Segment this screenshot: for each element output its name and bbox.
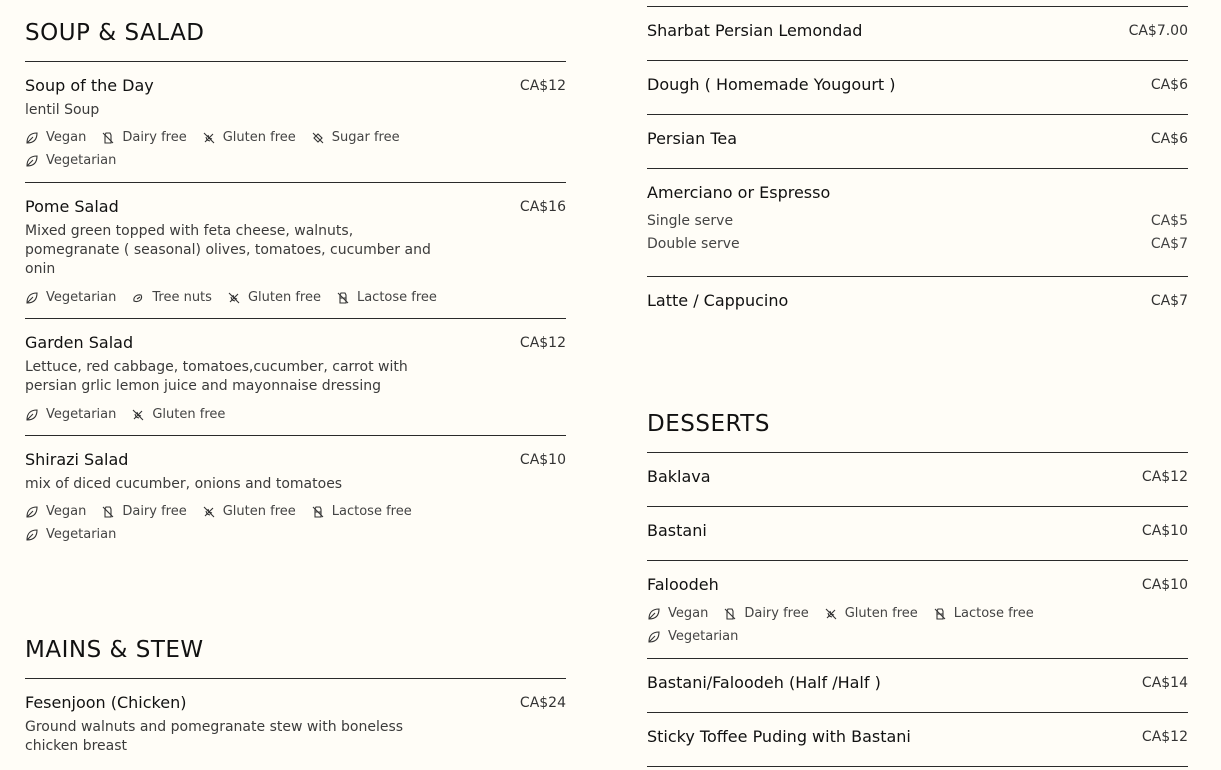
section-title-soup-salad: SOUP & SALAD xyxy=(25,20,205,46)
dairy-free-icon xyxy=(101,131,115,145)
vegan-icon xyxy=(647,607,661,621)
menu-item-baklava[interactable] xyxy=(647,453,1188,507)
tag-gluten-free: Gluten free xyxy=(202,502,296,521)
vegetarian-icon xyxy=(25,528,39,542)
tag-vegetarian: Vegetarian xyxy=(647,627,738,646)
item-name: Sticky Toffee Puding with Bastani xyxy=(647,727,911,746)
item-name: Persian Tea xyxy=(647,129,738,148)
item-name: Faloodeh xyxy=(647,575,719,594)
gluten-free-icon xyxy=(202,131,216,145)
section-title-desserts: DESSERTS xyxy=(647,411,770,437)
item-price: CA$16 xyxy=(519,199,566,215)
tag-vegetarian: Vegetarian xyxy=(25,405,116,424)
option-price: CA$5 xyxy=(1150,213,1188,229)
soup-salad-section xyxy=(25,19,566,62)
menu-item-sharbat[interactable] xyxy=(647,7,1188,61)
tag-dairy-free: Dairy free xyxy=(101,128,186,147)
mains-stew-section xyxy=(25,636,566,679)
serve-options xyxy=(647,210,1188,256)
menu-item-persian-tea[interactable] xyxy=(647,115,1188,169)
gluten-free-icon xyxy=(202,505,216,519)
vegetarian-icon xyxy=(25,408,39,422)
lactose-free-icon xyxy=(933,607,947,621)
item-description: Mixed green topped with feta cheese, walnuts, pomegranate ( seasonal) olives, tomatoes, cucumber and onin xyxy=(25,223,431,277)
item-price: CA$10 xyxy=(1141,577,1188,593)
dietary-tags xyxy=(25,128,445,170)
tag-vegan: Vegan xyxy=(25,502,86,521)
item-name: Bastani xyxy=(647,521,707,540)
tag-tree-nuts: Tree nuts xyxy=(131,288,212,307)
item-price: CA$14 xyxy=(1141,675,1188,691)
vegan-icon xyxy=(25,131,39,145)
item-name: Shirazi Salad xyxy=(25,450,129,469)
section-title-mains-stew: MAINS & STEW xyxy=(25,637,204,663)
item-name: Sharbat Persian Lemondad xyxy=(647,21,863,40)
item-name: Pome Salad xyxy=(25,197,119,216)
tag-lactose-free: Lactose free xyxy=(336,288,437,307)
item-name: Garden Salad xyxy=(25,333,134,352)
tag-vegan: Vegan xyxy=(25,128,86,147)
item-price: CA$6 xyxy=(1150,131,1188,147)
tag-lactose-free: Lactose free xyxy=(311,502,412,521)
option-double-serve[interactable] xyxy=(647,233,1188,256)
menu-item-garden-salad[interactable] xyxy=(25,319,566,436)
lactose-free-icon xyxy=(336,291,350,305)
tag-gluten-free: Gluten free xyxy=(227,288,321,307)
tag-vegetarian: Vegetarian xyxy=(25,288,116,307)
item-name: Amerciano or Espresso xyxy=(647,183,831,202)
sugar-free-icon xyxy=(311,131,325,145)
menu-item-latte-cappucino[interactable] xyxy=(647,277,1188,330)
item-name: Fesenjoon (Chicken) xyxy=(25,693,187,712)
tag-sugar-free: Sugar free xyxy=(311,128,400,147)
lactose-free-icon xyxy=(311,505,325,519)
gluten-free-icon xyxy=(131,408,145,422)
dietary-tags xyxy=(25,405,445,424)
menu-item-bastani[interactable] xyxy=(647,507,1188,561)
menu-item-bastani-faloodeh[interactable] xyxy=(647,659,1188,713)
item-price: CA$10 xyxy=(519,452,566,468)
item-price: CA$12 xyxy=(1141,469,1188,485)
tag-vegetarian: Vegetarian xyxy=(25,151,116,170)
menu-item-shirazi-salad[interactable] xyxy=(25,436,566,556)
item-name: Baklava xyxy=(647,467,711,486)
menu-item-soup-of-the-day[interactable] xyxy=(25,62,566,183)
item-description: lentil Soup xyxy=(25,102,100,118)
menu-item-fesenjoon[interactable] xyxy=(25,679,566,770)
tree-nuts-icon xyxy=(131,291,145,305)
gluten-free-icon xyxy=(824,607,838,621)
menu-item-faloodeh[interactable] xyxy=(647,561,1188,659)
item-price: CA$6 xyxy=(1150,77,1188,93)
vegetarian-icon xyxy=(25,291,39,305)
item-description: mix of diced cucumber, onions and tomatoes xyxy=(25,476,343,492)
vegetarian-icon xyxy=(647,630,661,644)
item-name: Soup of the Day xyxy=(25,76,154,95)
option-label: Double serve xyxy=(647,236,740,252)
item-name: Bastani/Faloodeh (Half /Half ) xyxy=(647,673,881,692)
option-single-serve[interactable] xyxy=(647,210,1188,233)
tag-gluten-free: Gluten free xyxy=(131,405,225,424)
item-name: Latte / Cappucino xyxy=(647,291,789,310)
item-price: CA$12 xyxy=(519,335,566,351)
option-price: CA$7 xyxy=(1150,236,1188,252)
dietary-tags xyxy=(25,288,445,307)
menu-item-pome-salad[interactable] xyxy=(25,183,566,319)
tag-dairy-free: Dairy free xyxy=(723,604,808,623)
dietary-tags xyxy=(647,604,1067,646)
tag-vegan: Vegan xyxy=(647,604,708,623)
menu-item-sticky-toffee[interactable] xyxy=(647,713,1188,767)
item-price: CA$7 xyxy=(1150,293,1188,309)
menu-item-americano-espresso[interactable] xyxy=(647,169,1188,277)
vegetarian-icon xyxy=(25,154,39,168)
menu-item-dough[interactable] xyxy=(647,61,1188,115)
item-price: CA$12 xyxy=(1141,729,1188,745)
item-price: CA$7.00 xyxy=(1128,23,1188,39)
dairy-free-icon xyxy=(723,607,737,621)
tag-dairy-free: Dairy free xyxy=(101,502,186,521)
item-description: Ground walnuts and pomegranate stew with boneless chicken breast xyxy=(25,719,404,754)
vegan-icon xyxy=(25,505,39,519)
desserts-section xyxy=(647,410,1188,453)
tag-gluten-free: Gluten free xyxy=(824,604,918,623)
item-price: CA$12 xyxy=(519,78,566,94)
item-price: CA$24 xyxy=(519,695,566,711)
gluten-free-icon xyxy=(227,291,241,305)
option-label: Single serve xyxy=(647,213,734,229)
tag-gluten-free: Gluten free xyxy=(202,128,296,147)
item-price: CA$10 xyxy=(1141,523,1188,539)
dietary-tags xyxy=(25,502,445,544)
item-description: Lettuce, red cabbage, tomatoes,cucumber, carrot with persian grlic lemon juice and mayonnaise dressing xyxy=(25,359,408,394)
dairy-free-icon xyxy=(101,505,115,519)
tag-lactose-free: Lactose free xyxy=(933,604,1034,623)
item-name: Dough ( Homemade Yougourt ) xyxy=(647,75,896,94)
tag-vegetarian: Vegetarian xyxy=(25,525,116,544)
